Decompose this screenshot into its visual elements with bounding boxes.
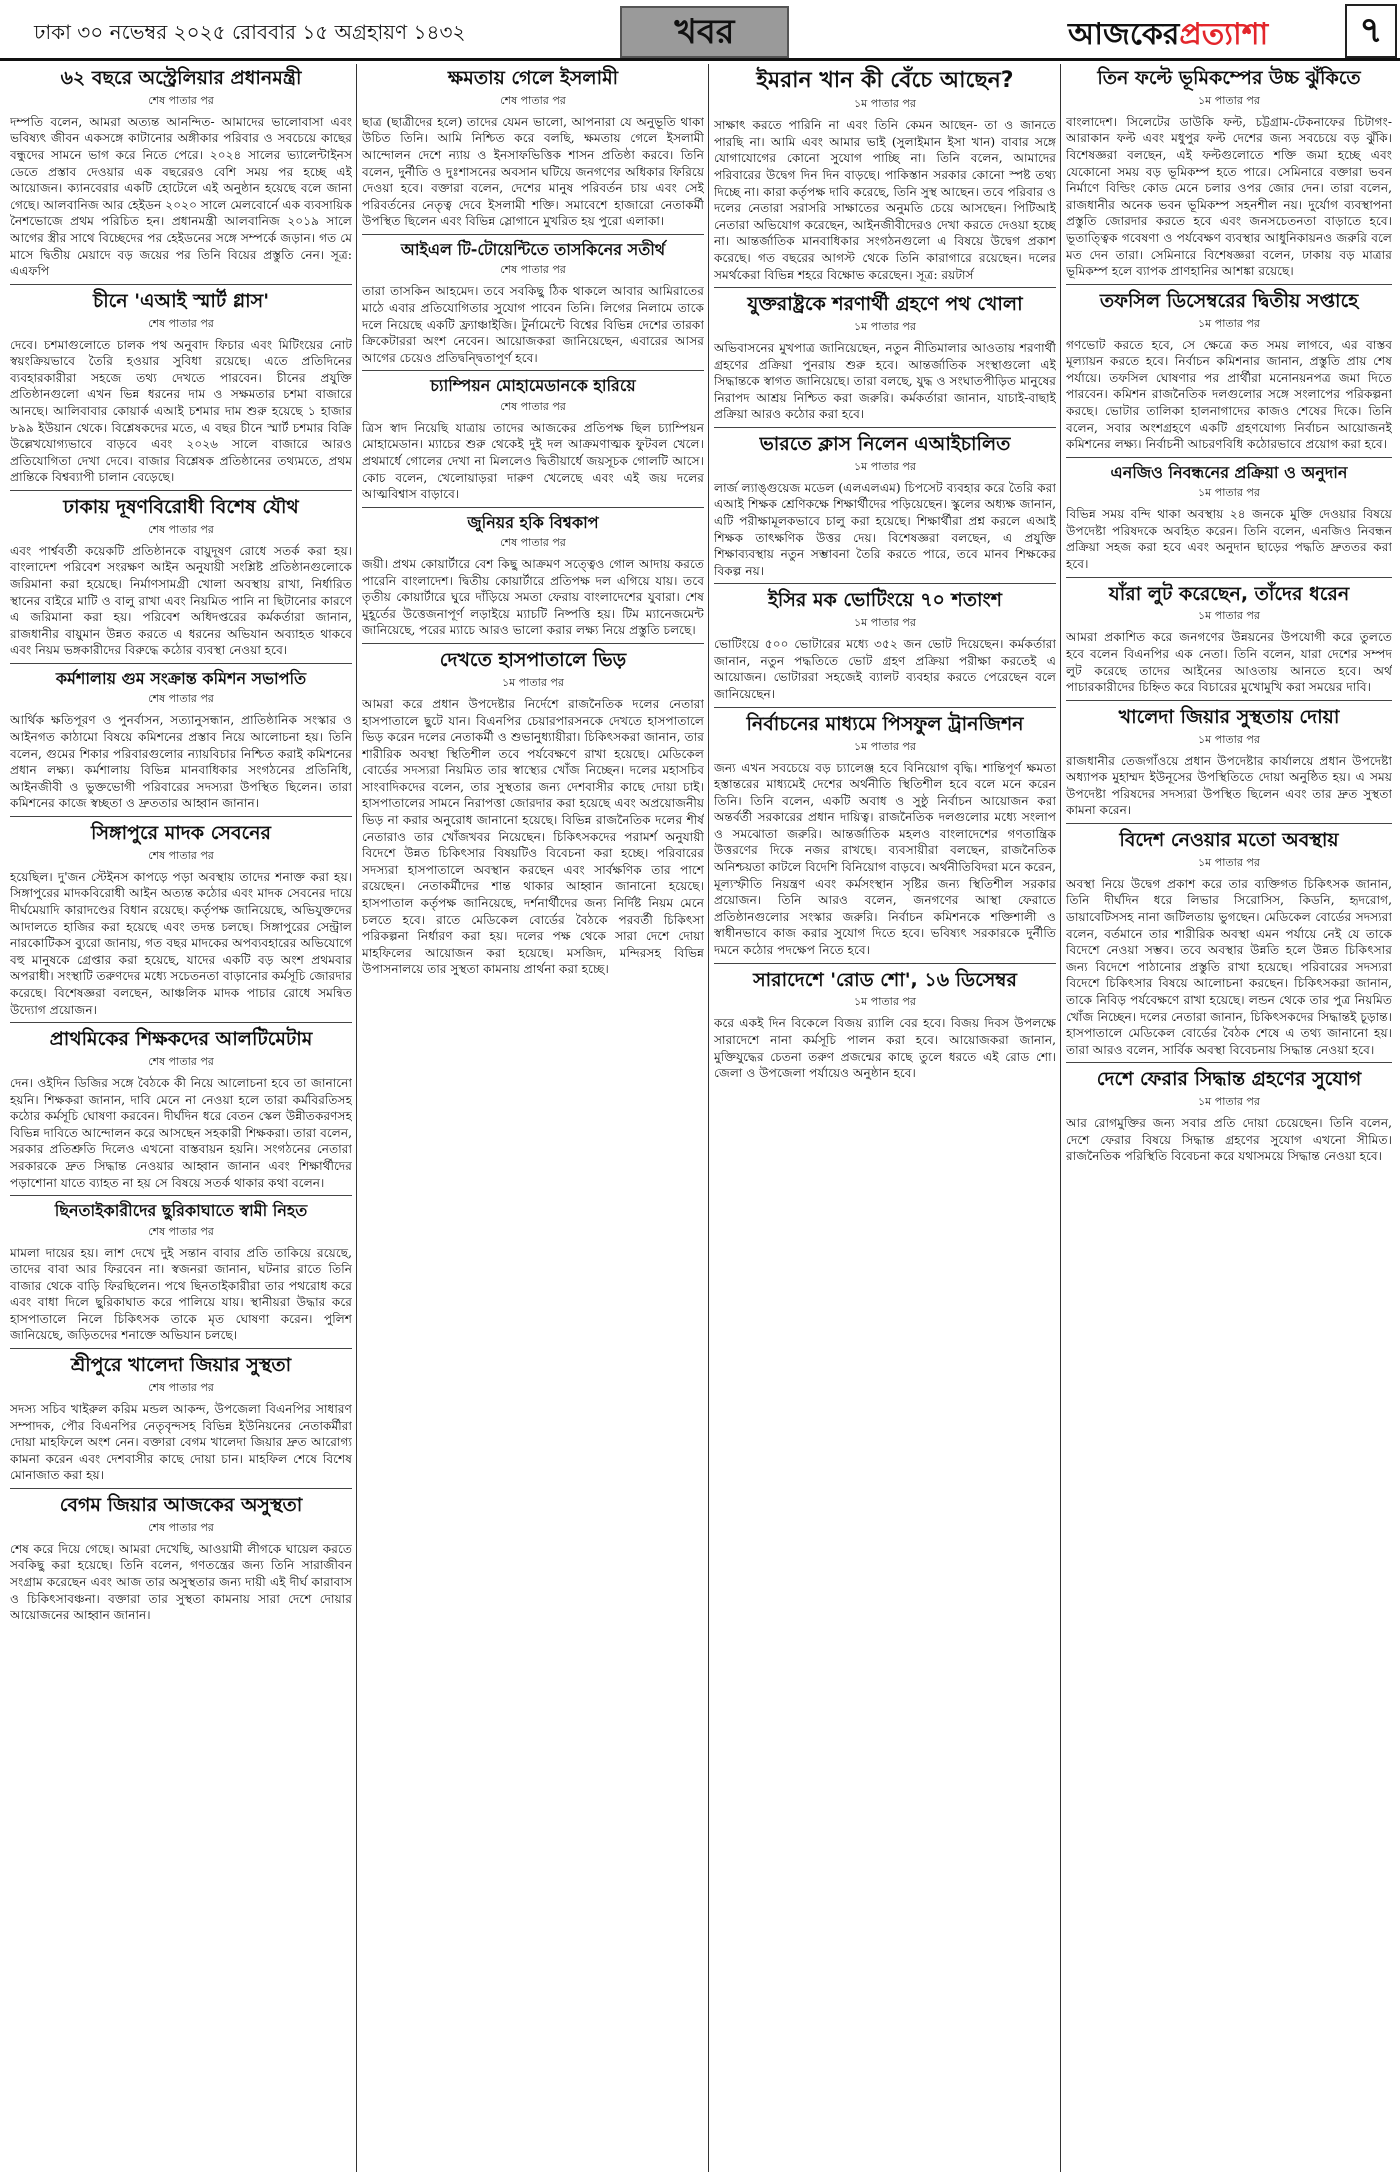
article bbox=[714, 294, 1056, 428]
article bbox=[1066, 291, 1392, 458]
article bbox=[1066, 584, 1392, 701]
article-headline[interactable]: জুনিয়র হকি বিশ্বকাপ bbox=[467, 512, 599, 532]
continued-from-label: ১ম পাতার পর bbox=[854, 320, 916, 334]
continued-from-label: ১ম পাতার পর bbox=[1198, 855, 1260, 869]
column-divider bbox=[1060, 64, 1061, 2172]
article-headline[interactable]: বেগম জিয়ার আজকের অসুস্থতা bbox=[59, 1493, 303, 1516]
article-headline[interactable]: ক্ষমতায় গেলে ইসলামী bbox=[447, 67, 619, 89]
article-headline[interactable]: সিঙ্গাপুরে মাদক সেবনের bbox=[91, 821, 271, 844]
article bbox=[714, 714, 1056, 964]
issue-date: ঢাকা ৩০ নভেম্বর ২০২৫ রোববার ১৫ অগ্রহায়ণ ১৪৩২ bbox=[34, 20, 466, 44]
article-body: ভোটিংয়ে ৫০০ ভোটারের মধ্যে ৩৫২ জন ভোট দিয়েছেন। কর্মকর্তারা জানান, নতুন পদ্ধতিতে ভোট গ্রহণ প্রক্রিয়া পরীক্ষা করতেই এ আয়োজন। ভোটাররা সহজেই ব্যালট ব্যবহার করতে পেরেছেন বলে জানিয়েছেন। bbox=[714, 637, 1056, 702]
article-body: শেষ করে দিয়ে গেছে। আমরা দেখেছি, আওয়ামী লীগকে ঘায়েল করতে সবকিছু করা হয়েছে। তিনি বলেন, গণতন্ত্রের জন্য তিনি সারাজীবন সংগ্রাম করেছেন এবং আজ তার অসুস্থতার জন্য দায়ী এই দীর্ঘ কারাবাস ও চিকিৎসাবঞ্চনা। বক্তারা তার সুস্থতা কামনায় সারা দেশে দোয়ার আয়োজনের আহ্বান জানান। bbox=[10, 1541, 352, 1623]
continued-from-label: ১ম পাতার পর bbox=[1198, 609, 1260, 623]
article-body: ত্রিস স্বাদ নিয়েছি যাত্রায় তাদের আজকের প্রতিপক্ষ ছিল চ্যাম্পিয়ন মোহামেডান। ম্যাচের শুরু থেকেই দুই দল আক্রমণাত্মক ফুটবল খেলে। প্রথমার্ধে গোলের দেখা না মিললেও দ্বিতীয়ার্ধে জয়সূচক গোলটি আসে। কোচ বলেন, খেলোয়াড়রা দারুণ খেলেছে এবং এই জয় দলের আত্মবিশ্বাস বাড়াবে। bbox=[362, 420, 704, 502]
section-title: খবর bbox=[620, 6, 789, 58]
continued-from-label: ১ম পাতার পর bbox=[1198, 732, 1260, 746]
article bbox=[362, 514, 704, 644]
article bbox=[10, 823, 352, 1023]
continued-from-label: ১ম পাতার পর bbox=[1198, 316, 1260, 330]
continued-from-label: ১ম পাতার পর bbox=[854, 459, 916, 473]
article bbox=[10, 68, 352, 285]
article bbox=[1066, 1069, 1392, 1169]
article-headline[interactable]: খালেদা জিয়ার সুস্থতায় দোয়া bbox=[1118, 705, 1340, 728]
column-4 bbox=[1066, 64, 1392, 2172]
article-body: এবং পার্শ্ববর্তী কয়েকটি প্রতিষ্ঠানকে বায়ুদূষণ রোধে সতর্ক করা হয়। বাংলাদেশ পরিবেশ সংরক্ষণ আইন অনুযায়ী সংশ্লিষ্ট প্রতিষ্ঠানগুলোকে জরিমানা করা হয়েছে। নির্মাণসামগ্রী খোলা অবস্থায় রাখা, নির্ধারিত স্থানের বাইরে মাটি ও বালু রাখা এবং নিয়মিত পানি না ছিটানোর কারণে এ জরিমানা করা হয়। পরিবেশ অধিদপ্তরের কর্মকর্তারা জানান, রাজধানীর বায়ুমান উন্নত করতে এ ধরনের অভিযান অব্যাহত থাকবে এবং নিয়ম ভঙ্গকারীদের বিরুদ্ধে কঠোর ব্যবস্থা নেওয়া হবে। bbox=[10, 543, 352, 658]
article-body: বাংলাদেশ। সিলেটের ডাউকি ফল্ট, চট্টগ্রাম-টেকনাফের চিটাগং-আরাকান ফল্ট এবং মধুপুর ফল্ট দেশের জন্য সবচেয়ে বড় ঝুঁকি। বিশেষজ্ঞরা বলছেন, এই ফল্টগুলোতে শক্তি জমা হচ্ছে এবং যেকোনো সময় বড় ভূমিকম্প হতে পারে। সেমিনারে বক্তারা ভবন নির্মাণে বিল্ডিং কোড মেনে চলার ওপর জোর দেন। তারা বলেন, রাজধানীর অনেক ভবন ভূমিকম্প সহনশীল নয়। দুর্যোগ ব্যবস্থাপনা প্রস্তুতি জোরদার করতে হবে এবং জনসচেতনতা বাড়াতে হবে। ভূতাত্ত্বিক গবেষণা ও পর্যবেক্ষণ ব্যবস্থার আধুনিকায়নও জরুরি বলে মত দেন তারা। সেমিনারে বিশেষজ্ঞরা বলেন, ঢাকায় বড় মাত্রার ভূমিকম্প হলে ব্যাপক প্রাণহানির আশঙ্কা রয়েছে। bbox=[1066, 114, 1392, 279]
article-body: ছাত্র (ছাত্রীদের হলে) তাদের যেমন ভালো, আপনারা যে অনুভূতি থাকা উচিত তিনি। আমি নিশ্চিত করে বলছি, ক্ষমতায় গেলে ইসলামী আন্দোলন দেশে ন্যায় ও ইনসাফভিত্তিক শাসন প্রতিষ্ঠা করবে। তিনি বলেন, দুর্নীতি ও দুঃশাসনের অবসান ঘটিয়ে জনগণের অধিকার ফিরিয়ে দেওয়া হবে। বক্তারা বলেন, দেশের মানুষ পরিবর্তন চায় এবং সেই পরিবর্তনের নেতৃত্ব দেবে ইসলামী শক্তি। সমাবেশে হাজারো নেতাকর্মী উপস্থিত ছিলেন এবং বিভিন্ন স্লোগানে মুখরিত হয় পুরো এলাকা। bbox=[362, 114, 704, 229]
article bbox=[1066, 464, 1392, 578]
continued-from-label: ১ম পাতার পর bbox=[502, 675, 564, 689]
article-headline[interactable]: বিদেশ নেওয়ার মতো অবস্থায় bbox=[1119, 828, 1339, 851]
continued-from-label: শেষ পাতার পর bbox=[500, 263, 566, 277]
article-headline[interactable]: কর্মশালায় গুম সংক্রান্ত কমিশন সভাপতি bbox=[55, 668, 307, 688]
continued-from-label: ১ম পাতার পর bbox=[1198, 1095, 1260, 1109]
article bbox=[714, 590, 1056, 707]
article-headline[interactable]: নির্বাচনের মাধ্যমে পিসফুল ট্রানজিশন bbox=[746, 712, 1024, 735]
column-1 bbox=[10, 64, 352, 2172]
article-headline[interactable]: শ্রীপুরে খালেদা জিয়ার সুস্থতা bbox=[70, 1354, 292, 1377]
article-body: অভিবাসনের মুখপাত্র জানিয়েছেন, নতুন নীতিমালার আওতায় শরণার্থী গ্রহণের প্রক্রিয়া পুনরায় শুরু হবে। আন্তর্জাতিক সংস্থাগুলো এই সিদ্ধান্তকে স্বাগত জানিয়েছে। তারা বলছে, যুদ্ধ ও সংঘাতপীড়িত মানুষের নিরাপদ আশ্রয় নিশ্চিত করা জরুরি। কর্মকর্তারা জানান, যাচাই-বাছাই প্রক্রিয়া আরও কঠোর করা হবে। bbox=[714, 341, 1056, 422]
article-body: দেন। ওইদিন ডিজির সঙ্গে বৈঠকে কী নিয়ে আলোচনা হবে তা জানানো হয়নি। শিক্ষকরা জানান, দাবি মেনে না নেওয়া হলে তারা কর্মবিরতিসহ কঠোর কর্মসূচি ঘোষণা করবেন। দীর্ঘদিন ধরে বেতন স্কেল উন্নীতকরণসহ বিভিন্ন দাবিতে আন্দোলন করে আসছেন সহকারী শিক্ষকরা। তারা বলেন, সরকার প্রতিশ্রুতি দিলেও এখনো বাস্তবায়ন হয়নি। সংগঠনের নেতারা সরকারকে দ্রুত সিদ্ধান্ত নেওয়ার আহ্বান জানান এবং শিক্ষার্থীদের পড়াশোনা যাতে ব্যাহত না হয় সে বিষয়ে সতর্ক থাকার কথা বলেন। bbox=[10, 1075, 352, 1190]
continued-from-label: শেষ পাতার পর bbox=[148, 848, 214, 862]
column-divider bbox=[356, 64, 357, 2172]
continued-from-label: শেষ পাতার পর bbox=[500, 399, 566, 413]
article-headline[interactable]: এনজিও নিবন্ধনের প্রক্রিয়া ও অনুদান bbox=[1110, 462, 1348, 482]
continued-from-label: শেষ পাতার পর bbox=[148, 93, 214, 107]
continued-from-label: শেষ পাতার পর bbox=[500, 93, 566, 107]
article bbox=[362, 241, 704, 371]
article-body: হয়েছিল। দু'জন স্টেইনস কাপড়ে পড়া অবস্থায় তাদের শনাক্ত করা হয়। সিঙ্গাপুরের মাদকবিরোধী আইন অত্যন্ত কঠোর এবং মাদক সেবনের দায়ে দীর্ঘমেয়াদি কারাদণ্ডের বিধান রয়েছে। কর্তৃপক্ষ জানিয়েছে, অভিযুক্তদের আদালতে হাজির করা হয়েছে এবং তদন্ত চলছে। সিঙ্গাপুরের সেন্ট্রাল নারকোটিকস ব্যুরো জানায়, গত বছর মাদকের অপব্যবহারের অভিযোগে বহু মানুষকে গ্রেপ্তার করা হয়েছে, যাদের একটি বড় অংশ প্রথমবার অপরাধী। সংস্থাটি তরুণদের মধ্যে সচেতনতা বাড়ানোর কর্মসূচি জোরদার করেছে। বিশেষজ্ঞরা বলছেন, আঞ্চলিক মাদক পাচার রোধে সমন্বিত উদ্যোগ প্রয়োজন। bbox=[10, 869, 352, 1017]
article-headline[interactable]: যুক্তরাষ্ট্রকে শরণার্থী গ্রহণে পথ খোলা bbox=[747, 293, 1023, 316]
continued-from-label: শেষ পাতার পর bbox=[148, 1520, 214, 1534]
article bbox=[10, 1495, 352, 1628]
article bbox=[714, 970, 1056, 1086]
article-body: সদস্য সচিব খাইরুল করিম মন্ডল আকন্দ, উপজেলা বিএনপির সাধারণ সম্পাদক, পৌর বিএনপির নেতৃবৃন্দসহ বিভিন্ন ইউনিয়নের নেতাকর্মীরা দোয়া মাহফিলে অংশ নেন। বক্তারা বেগম খালেদা জিয়ার দ্রুত আরোগ্য কামনা করেন এবং দেশবাসীর কাছে দোয়া চান। মাহফিল শেষে বিশেষ মোনাজাত করা হয়। bbox=[10, 1401, 352, 1483]
article-headline[interactable]: তিন ফল্টে ভূমিকম্পের উচ্চ ঝুঁকিতে bbox=[1097, 67, 1361, 89]
article-body: সাক্ষাৎ করতে পারিনি না এবং তিনি কেমন আছেন- তা ও জানতে পারছি না। আমি এবং আমার ভাই (সুলাইমান ইসা খান) বাবার সঙ্গে যোগাযোগের কোনো সুযোগ পাচ্ছি না। তিনি বলেন, আমাদের পরিবারের উদ্বেগ দিন দিন বাড়ছে। পাকিস্তান সরকার কোনো স্পষ্ট তথ্য দিচ্ছে না। কারা কর্তৃপক্ষ দাবি করেছে, তিনি সুস্থ আছেন। তবে পরিবার ও দলের নেতারা সরাসরি সাক্ষাতের অনুমতি চেয়ে আসছেন। পিটিআই নেতারা অভিযোগ করেছেন, আইনজীবীদেরও দেখা করতে দেওয়া হচ্ছে না। আন্তর্জাতিক মানবাধিকার সংগঠনগুলো এ বিষয়ে উদ্বেগ প্রকাশ করেছে। গত বছরের আগস্ট থেকে তিনি কারাগারে রয়েছেন। দলের সমর্থকেরা বিভিন্ন শহরে বিক্ষোভ করেছেন। সূত্র: রয়টার্স bbox=[714, 118, 1056, 282]
column-2 bbox=[362, 64, 704, 2172]
article bbox=[1066, 707, 1392, 824]
masthead bbox=[0, 0, 1400, 62]
article-body: অবস্থা নিয়ে উদ্বেগ প্রকাশ করে তার ব্যক্তিগত চিকিৎসক জানান, তিনি দীর্ঘদিন ধরে লিভার সিরোসিস, কিডনি, হৃদরোগ, ডায়াবেটিসসহ নানা জটিলতায় ভুগছেন। মেডিকেল বোর্ডের সদস্যরা বলেন, বর্তমানে তার শারীরিক অবস্থা এমন পর্যায়ে নেই যে তাকে বিদেশে নেওয়া সম্ভব। তবে অবস্থার উন্নতি হলে উন্নত চিকিৎসার জন্য বিদেশে পাঠানোর প্রস্তুতি রাখা হয়েছে। পরিবারের সদস্যরা বিদেশে চিকিৎসার বিষয়ে আলোচনা করছেন। চিকিৎসকরা জানান, তাকে নিবিড় পর্যবেক্ষণে রাখা হয়েছে। লন্ডন থেকে তার পুত্র নিয়মিত খোঁজ নিচ্ছেন। দলের নেতারা জানান, চিকিৎসকদের সিদ্ধান্তই চূড়ান্ত। হাসপাতালে মেডিকেল বোর্ডের বৈঠক শেষে এ তথ্য জানানো হয়। তারা আরও বলেন, সার্বিক অবস্থা বিবেচনায় সিদ্ধান্ত নেওয়া হবে। bbox=[1066, 876, 1392, 1057]
continued-from-label: শেষ পাতার পর bbox=[148, 1224, 214, 1238]
continued-from-label: শেষ পাতার পর bbox=[148, 522, 214, 536]
article-body: আর রোগমুক্তির জন্য সবার প্রতি দোয়া চেয়েছেন। তিনি বলেন, দেশে ফেরার বিষয়ে সিদ্ধান্ত গ্রহণের সুযোগ এখনো সীমিত। রাজনৈতিক পরিস্থিতি বিবেচনা করে যথাসময়ে সিদ্ধান্ত নেওয়া হবে। bbox=[1066, 1116, 1392, 1164]
article-body: আমরা করে প্রধান উপদেষ্টার নির্দেশে রাজনৈতিক দলের নেতারা হাসপাতালে ছুটে যান। বিএনপির চেয়ারপারসনকে দেখতে হাসপাতালে ভিড় করেন দলের নেতাকর্মী ও শুভানুধ্যায়ীরা। চিকিৎসকরা জানান, তার শারীরিক অবস্থা স্থিতিশীল তবে পর্যবেক্ষণে রাখা হয়েছে। মেডিকেল বোর্ডের সদস্যরা নিয়মিত তার স্বাস্থ্যের খোঁজ নিচ্ছেন। দলের মহাসচিব সাংবাদিকদের বলেন, তার সুস্থতার জন্য দেশবাসীর কাছে দোয়া চাই। হাসপাতালের সামনে নিরাপত্তা জোরদার করা হয়েছে এবং অপ্রয়োজনীয় ভিড় না করার অনুরোধ জানানো হয়েছে। বিভিন্ন রাজনৈতিক দলের শীর্ষ নেতারাও তার খোঁজখবর নিয়েছেন। চিকিৎসকদের পরামর্শ অনুযায়ী বিদেশে উন্নত চিকিৎসার বিষয়টিও বিবেচনা করা হচ্ছে। পরিবারের সদস্যরা হাসপাতালে অবস্থান করছেন এবং সার্বক্ষণিক তার পাশে রয়েছেন। নেতাকর্মীদের শান্ত থাকার আহ্বান জানানো হয়েছে। হাসপাতাল কর্তৃপক্ষ জানিয়েছে, দর্শনার্থীদের জন্য নির্দিষ্ট নিয়ম মেনে চলতে হবে। রাতে মেডিকেল বোর্ডের বৈঠকে পরবর্তী চিকিৎসা পরিকল্পনা নির্ধারণ করা হয়। দলের পক্ষ থেকে সারা দেশে দোয়া মাহফিলের আয়োজন করা হয়েছে। মসজিদ, মন্দিরসহ বিভিন্ন উপাসনালয়ে তার সুস্থতা কামনায় প্রার্থনা করা হচ্ছে। bbox=[362, 696, 704, 977]
article-headline[interactable]: দেশে ফেরার সিদ্ধান্ত গ্রহণের সুযোগ bbox=[1096, 1068, 1362, 1091]
article-headline[interactable]: ৬২ বছরে অস্ট্রেলিয়ার প্রধানমন্ত্রী bbox=[60, 67, 302, 89]
article-body: গণভোট করতে হবে, সে ক্ষেত্রে কত সময় লাগবে, এর বাস্তব মূল্যায়ন করতে হবে। নির্বাচন কমিশনার জানান, প্রস্তুতি প্রায় শেষ পর্যায়ে। তফসিল ঘোষণার পর প্রার্থীরা মনোনয়নপত্র জমা দিতে পারবেন। কমিশন রাজনৈতিক দলগুলোর সঙ্গে সংলাপের পরিকল্পনা করছে। ভোটার তালিকা হালনাগাদের কাজও শেষের দিকে। তিনি বলেন, সবার অংশগ্রহণে একটি গ্রহণযোগ্য নির্বাচন আয়োজনই কমিশনের লক্ষ্য। নির্বাচনী আচরণবিধি কঠোরভাবে প্রয়োগ করা হবে। bbox=[1066, 337, 1392, 452]
article-body: মামলা দায়ের হয়। লাশ দেখে দুই সন্তান বাবার প্রতি তাকিয়ে রয়েছে, তাদের বাবা আর ফিরবেন না। স্বজনরা জানান, ঘটনার রাতে তিনি বাজার থেকে বাড়ি ফিরছিলেন। পথে ছিনতাইকারীরা তার পথরোধ করে এবং বাধা দিলে ছুরিকাঘাত করে পালিয়ে যায়। স্থানীয়রা উদ্ধার করে হাসপাতালে নিলে চিকিৎসক তাকে মৃত ঘোষণা করেন। পুলিশ জানিয়েছে, জড়িতদের শনাক্তে অভিযান চলছে। bbox=[10, 1245, 352, 1343]
continued-from-label: শেষ পাতার পর bbox=[148, 316, 214, 330]
article bbox=[10, 1355, 352, 1489]
continued-from-label: শেষ পাতার পর bbox=[148, 1054, 214, 1068]
article bbox=[10, 291, 352, 491]
continued-from-label: শেষ পাতার পর bbox=[148, 692, 214, 706]
article bbox=[10, 670, 352, 817]
article-headline[interactable]: প্রাথমিকের শিক্ষকদের আলটিমেটাম bbox=[49, 1028, 313, 1051]
article-headline[interactable]: ভারতে ক্লাস নিলেন এআইচালিত bbox=[759, 433, 1011, 456]
continued-from-label: ১ম পাতার পর bbox=[854, 97, 916, 111]
newspaper-logo bbox=[1068, 10, 1268, 61]
article bbox=[714, 434, 1056, 584]
continued-from-label: শেষ পাতার পর bbox=[500, 536, 566, 550]
column-3 bbox=[714, 64, 1056, 2172]
article-headline[interactable]: ইসির মক ভোটিংয়ে ৭০ শতাংশ bbox=[768, 589, 1002, 612]
column-divider bbox=[708, 64, 709, 2172]
article-body: জয়ী। প্রথম কোয়ার্টারে বেশ কিছু আক্রমণ সত্ত্বেও গোল আদায় করতে পারেনি বাংলাদেশ। দ্বিতীয় কোয়ার্টারে প্রতিপক্ষ দল এগিয়ে যায়। তবে তৃতীয় কোয়ার্টারে ঘুরে দাঁড়িয়ে সমতা ফেরায় বাংলাদেশের যুবারা। শেষ মুহূর্তের উত্তেজনাপূর্ণ লড়াইয়ে ম্যাচটি নিষ্পত্তি হয়। টিম ম্যানেজমেন্ট জানিয়েছে, পরের ম্যাচে আরও ভালো করার লক্ষ্য নিয়ে প্রস্তুতি চলছে। bbox=[362, 557, 704, 638]
continued-from-label: ১ম পাতার পর bbox=[854, 739, 916, 753]
article bbox=[362, 377, 704, 507]
article-headline[interactable]: দেখতে হাসপাতালে ভিড় bbox=[439, 649, 627, 672]
article-headline[interactable]: ছিনতাইকারীদের ছুরিকাঘাতে স্বামী নিহত bbox=[54, 1201, 308, 1221]
continued-from-label: ১ম পাতার পর bbox=[854, 616, 916, 630]
article-body: দেবে। চশমাগুলোতে চালক পথ অনুবাদ ফিচার এবং মিটিংয়ের নোট স্বয়ংক্রিয়ভাবে তৈরি হওয়ার সুবিধা রয়েছে। এতে প্রতিদিনের ব্যবহারকারীরা সহজে তথ্য দেখতে পারবেন। চীনের প্রযুক্তি প্রতিষ্ঠানগুলো এখন ভিন্ন ধরনের দাম ও সক্ষমতার চশমা বাজারে আনছে। আলিবাবার কোয়ার্ক এআই চশমার দাম শুরু হয়েছে ১ হাজার ৮৯৯ ইউয়ান থেকে। বিশ্লেষকদের মতে, এ বছর চীনে স্মার্ট চশমার বিক্রি উল্লেখযোগ্যভাবে বাড়বে এবং ২০২৬ সালে বাজারে আরও প্রতিযোগিতা দেখা দেবে। বাজার বিশ্লেষক প্রতিষ্ঠানের তথ্যমতে, প্রথম প্রান্তিকে বিশ্বব্যাপী চালান বেড়েছে। bbox=[10, 337, 352, 485]
article-headline[interactable]: তফসিল ডিসেম্বরের দ্বিতীয় সপ্তাহে bbox=[1099, 289, 1359, 312]
article-body: লার্জ ল্যাঙ্গুয়েজ মডেল (এলএলএম) চিপসেট ব্যবহার করে তৈরি করা এআই শিক্ষক শ্রেণিকক্ষে শিক্ষার্থীদের পড়িয়েছেন। স্কুলের অধ্যক্ষ জানান, এটি পরীক্ষামূলকভাবে চালু করা হয়েছে। শিক্ষার্থীরা প্রশ্ন করলে এআই শিক্ষক তাৎক্ষণিক উত্তর দেয়। বিশেষজ্ঞরা বলছেন, এ প্রযুক্তি শিক্ষাব্যবস্থায় নতুন সম্ভাবনা তৈরি করতে পারে, তবে মানব শিক্ষকের বিকল্প নয়। bbox=[714, 480, 1056, 578]
article-body: জন্য এখন সবচেয়ে বড় চ্যালেঞ্জ হবে বিনিয়োগ বৃদ্ধি। শান্তিপূর্ণ ক্ষমতা হস্তান্তরের মাধ্যমেই দেশের অর্থনীতি স্থিতিশীল হবে বলে মনে করেন তিনি। তিনি বলেন, একটি অবাধ ও সুষ্ঠু নির্বাচন আয়োজন করা অন্তর্বর্তী সরকারের প্রধান দায়িত্ব। রাজনৈতিক দলগুলোর মধ্যে সংলাপ ও সমঝোতা জরুরি। আন্তর্জাতিক মহলও বাংলাদেশের গণতান্ত্রিক উত্তরণের দিকে নজর রাখছে। ব্যবসায়ীরা বলছেন, রাজনৈতিক অনিশ্চয়তা কাটলে বিদেশি বিনিয়োগ বাড়বে। অর্থনীতিবিদরা মনে করেন, মূল্যস্ফীতি নিয়ন্ত্রণ এবং কর্মসংস্থান সৃষ্টির জন্য স্থিতিশীল সরকার প্রয়োজন। তিনি আরও বলেন, জনগণের আস্থা ফেরাতে প্রতিষ্ঠানগুলোর সংস্কার জরুরি। নির্বাচন কমিশনকে শক্তিশালী ও স্বাধীনভাবে কাজ করার সুযোগ দিতে হবে। ভবিষ্যৎ সরকারকে দুর্নীতি দমনে কঠোর পদক্ষেপ নিতে হবে। bbox=[714, 760, 1056, 958]
article-body: রাজধানীর তেজগাঁওয়ে প্রধান উপদেষ্টার কার্যালয়ে প্রধান উপদেষ্টা অধ্যাপক মুহাম্মদ ইউনূসের উপস্থিতিতে দোয়া অনুষ্ঠিত হয়। এ সময় উপদেষ্টা পরিষদের সদস্যরা উপস্থিত ছিলেন এবং তার দ্রুত সুস্থতা কামনা করেন। bbox=[1066, 753, 1392, 818]
article-headline[interactable]: যাঁরা লুট করেছেন, তাঁদের ধরেন bbox=[1108, 582, 1350, 605]
article bbox=[362, 68, 704, 235]
article bbox=[10, 1202, 352, 1349]
article bbox=[714, 68, 1056, 288]
header-divider bbox=[0, 58, 1400, 61]
article-headline[interactable]: আইএল টি-টোয়েন্টিতে তাসকিনের সতীর্থ bbox=[400, 240, 666, 259]
article-body: তারা তাসকিন আহমেদ। তবে সবকিছু ঠিক থাকলে আবার আমিরাতের মাঠে এবার প্রতিযোগিতার সুযোগ পাবেন তিনি। লিগের নিলামে তাকে দলে নিয়েছে একটি ফ্র্যাঞ্চাইজি। টুর্নামেন্টে বিশ্বের বিভিন্ন দেশের তারকা ক্রিকেটাররা অংশ নেবেন। আয়োজকরা জানিয়েছেন, এবারের আসর আগের চেয়েও প্রতিদ্বন্দ্বিতাপূর্ণ হবে। bbox=[362, 284, 704, 365]
article-body: আর্থিক ক্ষতিপূরণ ও পুনর্বাসন, সত্যানুসন্ধান, প্রাতিষ্ঠানিক সংস্কার ও আইনগত কাঠামো বিষয়ে কমিশনের প্রস্তাব নিয়ে আলোচনা হয়। তিনি বলেন, গুমের শিকার পরিবারগুলোর ন্যায়বিচার নিশ্চিত করাই কমিশনের প্রধান লক্ষ্য। কর্মশালায় বিভিন্ন মানবাধিকার সংগঠনের প্রতিনিধি, আইনজীবী ও ভুক্তভোগী পরিবারের সদস্যরা উপস্থিত ছিলেন। তারা কমিশনের কাজে স্বচ্ছতা ও দ্রুততার আহ্বান জানান। bbox=[10, 713, 352, 811]
article bbox=[10, 497, 352, 664]
article bbox=[1066, 830, 1392, 1063]
article-body: বিভিন্ন সময় বন্দি থাকা অবস্থায় ২৪ জনকে মুক্তি দেওয়ার বিষয়ে উপদেষ্টা পরিষদকে অবহিত করেন। তিনি বলেন, এনজিও নিবন্ধন প্রক্রিয়া সহজ করা হবে এবং অনুদান ছাড়ের পদ্ধতি দ্রুততর করা হবে। bbox=[1066, 507, 1392, 571]
article-body: দম্পতি বলেন, আমরা অত্যন্ত আনন্দিত- আমাদের ভালোবাসা এবং ভবিষ্যৎ জীবন একসঙ্গে কাটানোর অঙ্গীকার পরিবার ও সবচেয়ে কাছের বন্ধুদের সামনে ভাগ করে নিতে পেরে। ২০২৪ সালের ভ্যালেন্টাইনস ডেতে প্রস্তাব দেওয়ার এক বছরেরও বেশি সময় পর হচ্ছে এই আয়োজন। ক্যানবেরার একটি হোটেলে এই অনুষ্ঠান হয়েছে বলে জানা গেছে। আলবানিজ আর হেইডন ২০২০ সালে মেলবোর্নে এক ব্যবসায়িক নৈশভোজে প্রথম পরিচিত হন। প্রধানমন্ত্রী আলবানিজ ২০১৯ সালে আগের স্ত্রীর সাথে বিচ্ছেদের পর হেইডনের সঙ্গে সম্পর্কে জড়ান। গত মে মাসে দ্বিতীয় মেয়াদে বড় জয়ের পর তিনি বিয়ের প্রস্তুতি নেন। সূত্র: এএফপি bbox=[10, 114, 352, 279]
article-headline[interactable]: চীনে 'এআই স্মার্ট গ্লাস' bbox=[92, 289, 270, 312]
logo-suffix: প্রত্যাশা bbox=[1179, 17, 1269, 52]
page-number: ৭ bbox=[1345, 4, 1397, 58]
article bbox=[1066, 68, 1392, 285]
article-body: করে একই দিন বিকেলে বিজয় র‍্যালি বের হবে। বিজয় দিবস উপলক্ষে সারাদেশে নানা কর্মসূচি পালন করা হবে। আয়োজকরা জানান, মুক্তিযুদ্ধের চেতনা তরুণ প্রজন্মের কাছে তুলে ধরতে এই রোড শো। জেলা ও উপজেলা পর্যায়েও অনুষ্ঠান হবে। bbox=[714, 1016, 1056, 1081]
article bbox=[362, 650, 704, 982]
article-headline[interactable]: চ্যাম্পিয়ন মোহামেডানকে হারিয়ে bbox=[430, 376, 636, 396]
logo-prefix: আজকের bbox=[1068, 17, 1180, 52]
article-headline[interactable]: ঢাকায় দূষণবিরোধী বিশেষ যৌথ bbox=[63, 495, 299, 518]
article-headline[interactable]: ইমরান খান কী বেঁচে আছেন? bbox=[756, 68, 1014, 93]
continued-from-label: ১ম পাতার পর bbox=[854, 995, 916, 1009]
article bbox=[10, 1029, 352, 1196]
continued-from-label: ১ম পাতার পর bbox=[1198, 93, 1260, 107]
article-body: আমরা প্রকাশিত করে জনগণের উন্নয়নের উপযোগী করে তুলতে হবে বলেন বিএনপির এক নেতা। তিনি বলেন, যারা দেশের সম্পদ লুট করেছে তাদের আইনের আওতায় আনতে হবে। অর্থ পাচারকারীদের চিহ্নিত করে বিচারের মুখোমুখি করা সময়ের দাবি। bbox=[1066, 630, 1392, 695]
article-headline[interactable]: সারাদেশে 'রোড শো', ১৬ ডিসেম্বর bbox=[753, 968, 1017, 991]
continued-from-label: শেষ পাতার পর bbox=[148, 1380, 214, 1394]
continued-from-label: ১ম পাতার পর bbox=[1198, 486, 1260, 500]
